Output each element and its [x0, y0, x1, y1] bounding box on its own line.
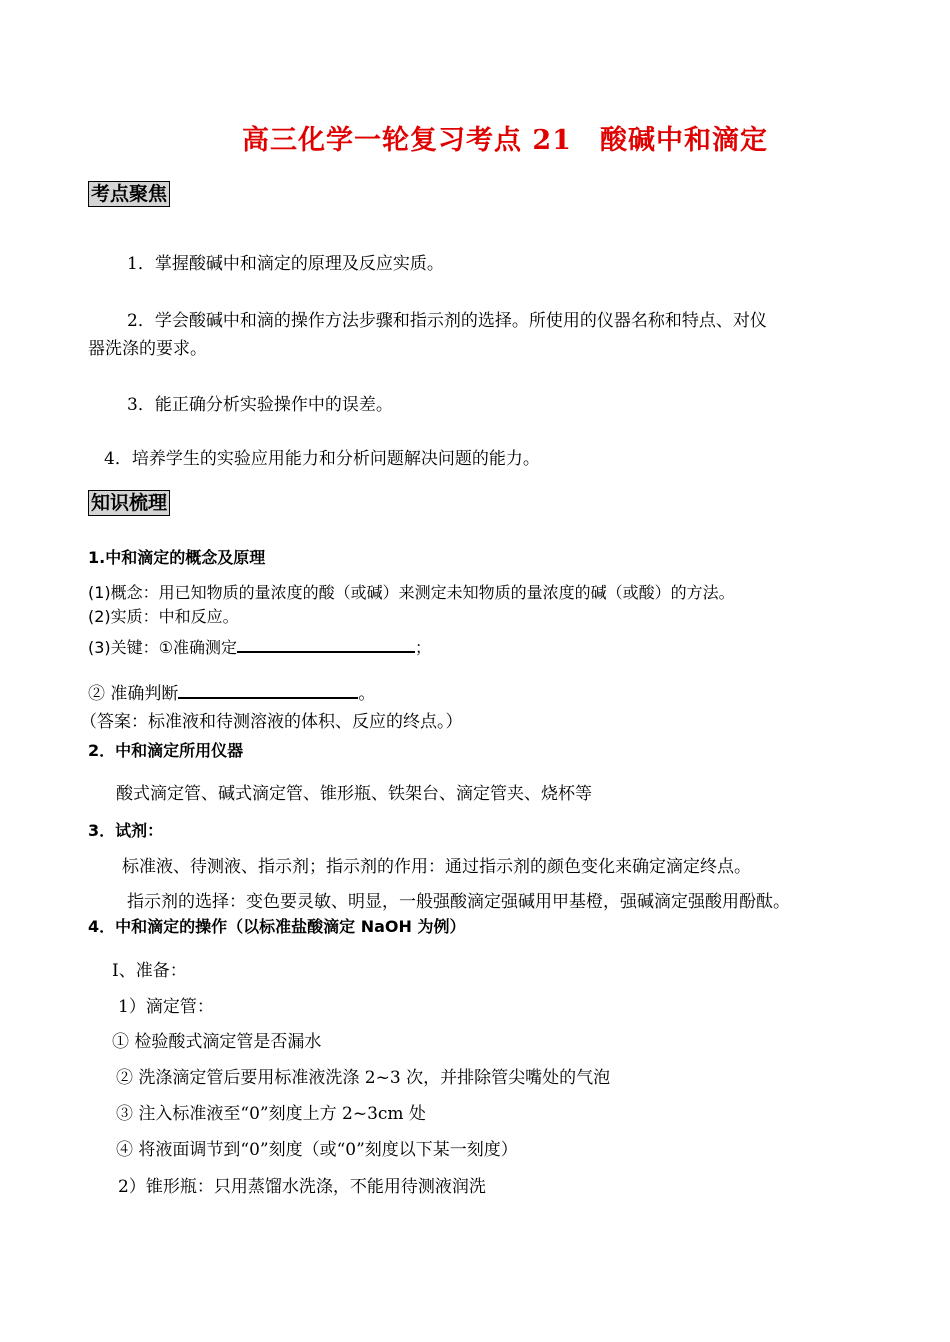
- answer-line: （答案：标准液和待测溶液的体积、反应的终点。）: [80, 712, 463, 732]
- key-prefix: (3)关键：①准确测定: [88, 638, 238, 657]
- key-suffix: ；: [415, 638, 432, 657]
- page-title: 高三化学一轮复习考点 21 酸碱中和滴定: [242, 125, 768, 156]
- burette-line: 1）滴定管：: [118, 997, 214, 1017]
- section-label-knowledge: 知识梳理: [88, 490, 170, 516]
- step-4: ④ 将液面调节到“0”刻度（或“0”刻度以下某一刻度）: [116, 1140, 518, 1160]
- heading-1: 1.中和滴定的概念及原理: [88, 548, 266, 567]
- step-2: ② 洗涤滴定管后要用标准液洗涤 2~3 次，并排除管尖嘴处的气泡: [116, 1068, 611, 1088]
- focus-item-2: 2．学会酸碱中和滴的操作方法步骤和指示剂的选择。所使用的仪器名称和特点、对仪: [127, 311, 767, 331]
- key-line: [88, 637, 431, 659]
- instruments-line: 酸式滴定管、碱式滴定管、锥形瓶、铁架台、滴定管夹、烧杯等: [116, 784, 592, 804]
- judge-prefix: ② 准确判断: [88, 684, 179, 704]
- prep-line: Ⅰ、准备：: [112, 961, 187, 981]
- answer-blank-1: [237, 637, 415, 653]
- reagents-line-2: 指示剂的选择：变色要灵敏、明显，一般强酸滴定强碱用甲基橙，强碱滴定强酸用酚酞。: [127, 892, 790, 912]
- focus-item-3: 3．能正确分析实验操作中的误差。: [127, 395, 393, 415]
- answer-blank-2: [178, 683, 358, 699]
- heading-2: 2．中和滴定所用仪器: [88, 741, 244, 760]
- flask-line: 2）锥形瓶：只用蒸馏水洗涤，不能用待测液润洗: [118, 1177, 486, 1197]
- judge-line: [88, 682, 375, 706]
- section-label-focus: 考点聚焦: [88, 181, 170, 207]
- focus-item-4: 4．培养学生的实验应用能力和分析问题解决问题的能力。: [104, 449, 540, 469]
- heading-3: 3．试剂：: [88, 821, 164, 840]
- step-3: ③ 注入标准液至“0”刻度上方 2~3cm 处: [116, 1104, 426, 1124]
- concept-line: (1)概念：用已知物质的量浓度的酸（或碱）来测定未知物质的量浓度的碱（或酸）的方法。: [88, 583, 735, 602]
- heading-4: 4．中和滴定的操作（以标准盐酸滴定 NaOH 为例）: [88, 917, 466, 936]
- reagents-line-1: 标准液、待测液、指示剂；指示剂的作用：通过指示剂的颜色变化来确定滴定终点。: [122, 857, 751, 877]
- essence-line: (2)实质：中和反应。: [88, 607, 239, 626]
- focus-item-2-cont: 器洗涤的要求。: [88, 339, 207, 359]
- judge-suffix: 。: [358, 684, 376, 704]
- step-1: ① 检验酸式滴定管是否漏水: [112, 1032, 322, 1052]
- focus-item-1: 1．掌握酸碱中和滴定的原理及反应实质。: [127, 254, 444, 274]
